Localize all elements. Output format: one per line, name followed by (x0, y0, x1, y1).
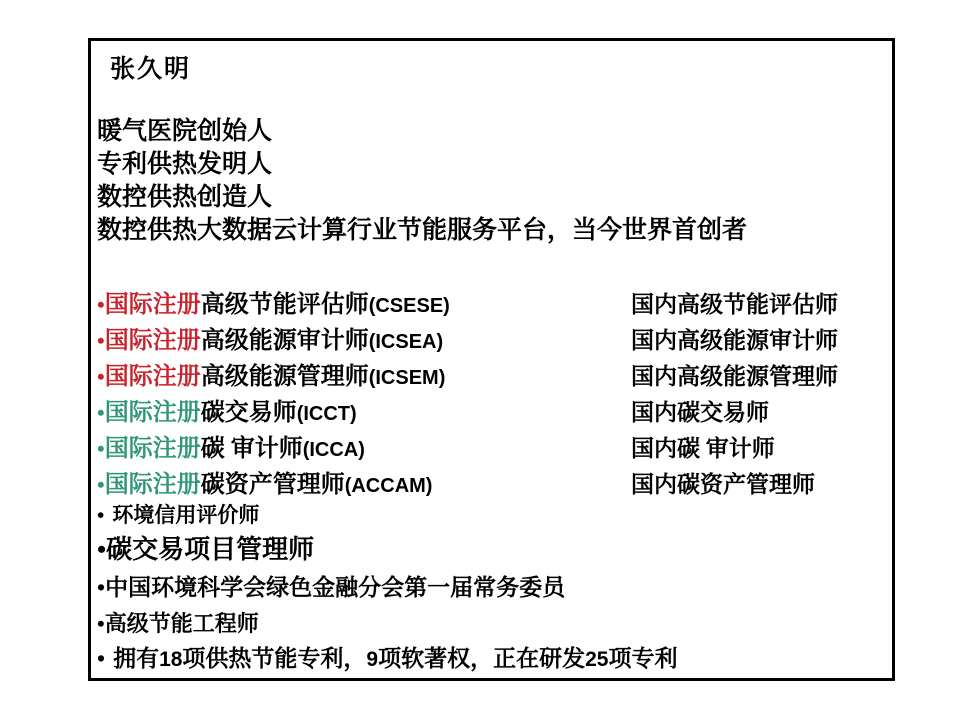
cert-code: (ICSEA) (368, 331, 444, 353)
other-title-text: 高级节能工程师 (104, 611, 259, 636)
intro-lines (97, 115, 747, 247)
bullet-icon: • (97, 575, 106, 600)
certification-row (97, 323, 887, 359)
other-title-text: 中国环境科学会绿色金融分会第一届常务委员 (105, 575, 566, 600)
intro-line: 暖气医院创始人 (97, 118, 273, 145)
certification-row (97, 359, 887, 395)
other-title-text: 碳交易项目管理师 (106, 535, 315, 564)
cert-prefix: 国际注册 (104, 400, 201, 426)
certification-list (97, 287, 887, 503)
bullet-icon: • (97, 328, 105, 353)
cert-code: (ICSEM) (368, 367, 446, 389)
cert-code: (CSESE) (368, 295, 450, 317)
bullet-icon: • (97, 292, 105, 317)
person-name-title: 张久明 (110, 56, 192, 83)
bullet-icon: • (97, 364, 105, 389)
patent-text: 项专利 (608, 646, 678, 671)
other-title-row (97, 607, 887, 641)
cert-name: 高级能源管理师 (200, 364, 369, 390)
bullet-icon: • (97, 646, 106, 671)
bullet-icon: • (97, 503, 105, 527)
cert-name: 高级能源审计师 (200, 328, 369, 354)
patent-text: 拥有 (113, 646, 160, 671)
cert-prefix: 国际注册 (104, 292, 201, 318)
other-title-row (97, 531, 887, 569)
certification-row (97, 287, 887, 323)
cert-name: 碳资产管理师 (200, 472, 345, 498)
intro-line: 数控供热创造人 (97, 184, 273, 211)
domestic-cert-name: 国内高级能源审计师 (631, 328, 838, 353)
cert-code: (ICCT) (296, 403, 357, 425)
cert-code: (ACCAM) (344, 475, 433, 497)
cert-prefix: 国际注册 (104, 436, 201, 462)
pending-patent-count: 25 (585, 648, 609, 671)
cert-prefix: 国际注册 (104, 364, 201, 390)
certification-row (97, 467, 887, 503)
patent-count: 18 (159, 648, 183, 671)
other-title-row (97, 499, 887, 531)
domestic-cert-name: 国内碳交易师 (631, 400, 769, 425)
certification-row (97, 431, 887, 467)
patent-text: 项软著权，正在研发 (378, 646, 586, 671)
certification-row (97, 395, 887, 431)
software-copyright-count: 9 (366, 648, 379, 671)
domestic-cert-name: 国内碳 审计师 (631, 436, 775, 461)
cert-code: (ICCA) (302, 439, 365, 461)
domestic-cert-name: 国内高级节能评估师 (631, 292, 838, 317)
other-titles-list (97, 499, 887, 677)
other-title-text: 环境信用评价师 (112, 503, 260, 527)
cert-name: 高级节能评估师 (200, 292, 369, 318)
cert-prefix: 国际注册 (104, 472, 201, 498)
domestic-cert-name: 国内碳资产管理师 (631, 472, 815, 497)
slide-border-frame (88, 38, 895, 681)
cert-prefix: 国际注册 (104, 328, 201, 354)
bullet-icon: • (97, 436, 105, 461)
bullet-icon: • (97, 611, 105, 636)
bullet-icon: • (97, 535, 107, 564)
domestic-cert-name: 国内高级能源管理师 (631, 364, 838, 389)
cert-name: 碳交易师 (200, 400, 297, 426)
intro-line: 专利供热发明人 (97, 151, 273, 178)
bullet-icon: • (97, 400, 105, 425)
cert-name: 碳 审计师 (200, 436, 303, 462)
other-title-row (97, 569, 887, 607)
bullet-icon: • (97, 472, 105, 497)
patent-text: 项供热节能专利， (182, 646, 367, 671)
patent-summary-row (97, 641, 887, 677)
intro-line: 数控供热大数据云计算行业节能服务平台，当今世界首创者 (97, 217, 748, 244)
